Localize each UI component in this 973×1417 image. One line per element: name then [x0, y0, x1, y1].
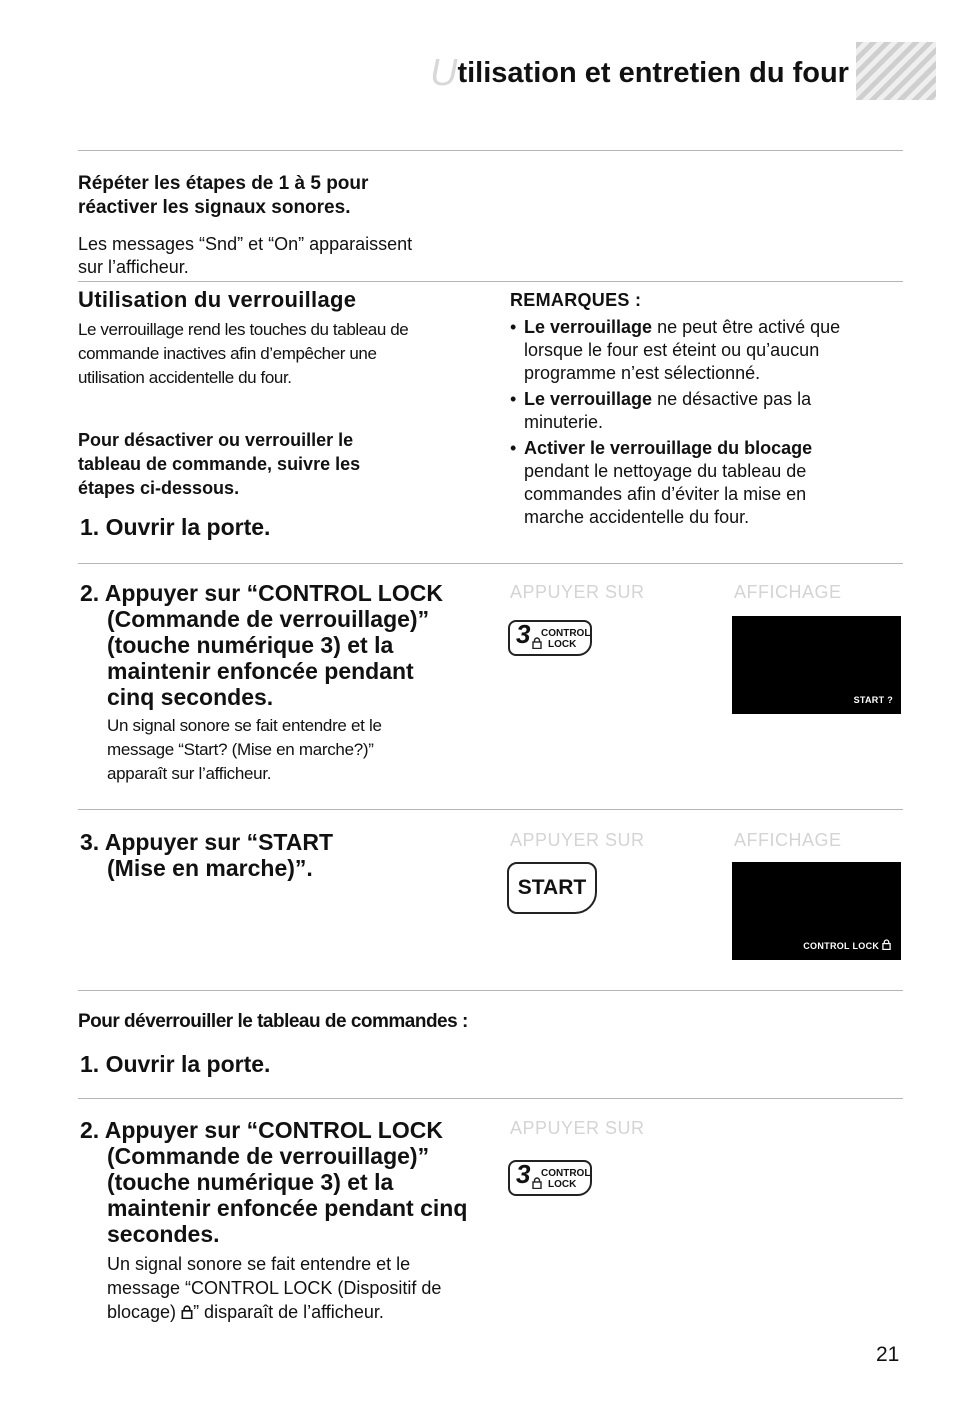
- press-column-header: APPUYER SUR: [510, 582, 645, 602]
- lock-step-2-text: Un signal sonore se fait entendre et le message “Start? (Mise en marche?)” apparaît sur l’afficheur.: [107, 716, 382, 783]
- oven-display: START ?: [732, 616, 901, 714]
- unlock-step-2-text: Un signal sonore se fait entendre et le message “CONTROL LOCK (Dispositif de blocage) ” disparaît de l’afficheur.: [107, 1254, 442, 1322]
- lock-icon: [181, 1305, 193, 1319]
- section-subheading: Pour désactiver ou verrouiller le tableau de commande, suivre les étapes ci-dessous.: [78, 430, 361, 498]
- unlock-step-1: 1. Ouvrir la porte.: [80, 1051, 271, 1077]
- corner-pattern: [856, 42, 936, 100]
- divider: [78, 281, 903, 282]
- lock-icon: [882, 939, 891, 950]
- title-initial: U: [430, 52, 458, 94]
- oven-display: CONTROL LOCK: [732, 862, 901, 960]
- intro-heading: Répéter les étapes de 1 à 5 pour réactiver les signaux sonores.: [78, 173, 369, 218]
- lock-step-3: 3. Appuyer sur “START (Mise en marche)”.: [80, 829, 334, 881]
- divider: [78, 150, 903, 151]
- remarks-list: [510, 316, 890, 529]
- remarks-heading: REMARQUES :: [510, 290, 642, 310]
- page-number: 21: [876, 1343, 900, 1366]
- title-text: tilisation et entretien du four: [457, 57, 849, 89]
- step-1: 1. Ouvrir la porte.: [80, 514, 271, 540]
- list-item: • Activer le verrouillage du blocage pendant le nettoyage du tableau de commandes afin d’éviter la mise en marche accidentelle du four.: [510, 438, 813, 527]
- press-column-header: APPUYER SUR: [510, 1118, 645, 1138]
- unlock-heading: Pour déverrouiller le tableau de commandes :: [78, 1011, 468, 1032]
- start-key[interactable]: START: [507, 862, 597, 914]
- lock-step-2: 2. Appuyer sur “CONTROL LOCK (Commande de verrouillage)” (touche numérique 3) et la maintenir enfoncée pendant cinq secondes.: [80, 580, 443, 710]
- section-description: Le verrouillage rend les touches du tableau de commande inactives afin d’empêcher une utilisation accidentelle du four.: [78, 320, 409, 387]
- unlock-step-2: 2. Appuyer sur “CONTROL LOCK (Commande de verrouillage)” (touche numérique 3) et la maintenir enfoncée pendant cinq secondes.: [80, 1117, 468, 1247]
- list-item: • Le verrouillage ne désactive pas la minuterie.: [510, 389, 812, 432]
- section-heading: Utilisation du verrouillage: [78, 287, 357, 312]
- page-title: [430, 52, 849, 95]
- intro-text: Les messages “Snd” et “On” apparaissent sur l’afficheur.: [78, 234, 413, 277]
- control-lock-key[interactable]: 3 CONTROL LOCK: [508, 1160, 592, 1196]
- divider: [78, 563, 903, 564]
- display-column-header: AFFICHAGE: [734, 830, 842, 850]
- control-lock-key[interactable]: 3 CONTROL LOCK: [508, 620, 592, 656]
- display-column-header: AFFICHAGE: [734, 582, 842, 602]
- divider: [78, 1098, 903, 1099]
- list-item: • Le verrouillage ne peut être activé que lorsque le four est éteint ou qu’aucun programme n’est sélectionné.: [510, 317, 841, 383]
- divider: [78, 990, 903, 991]
- divider: [78, 809, 903, 810]
- press-column-header: APPUYER SUR: [510, 830, 645, 850]
